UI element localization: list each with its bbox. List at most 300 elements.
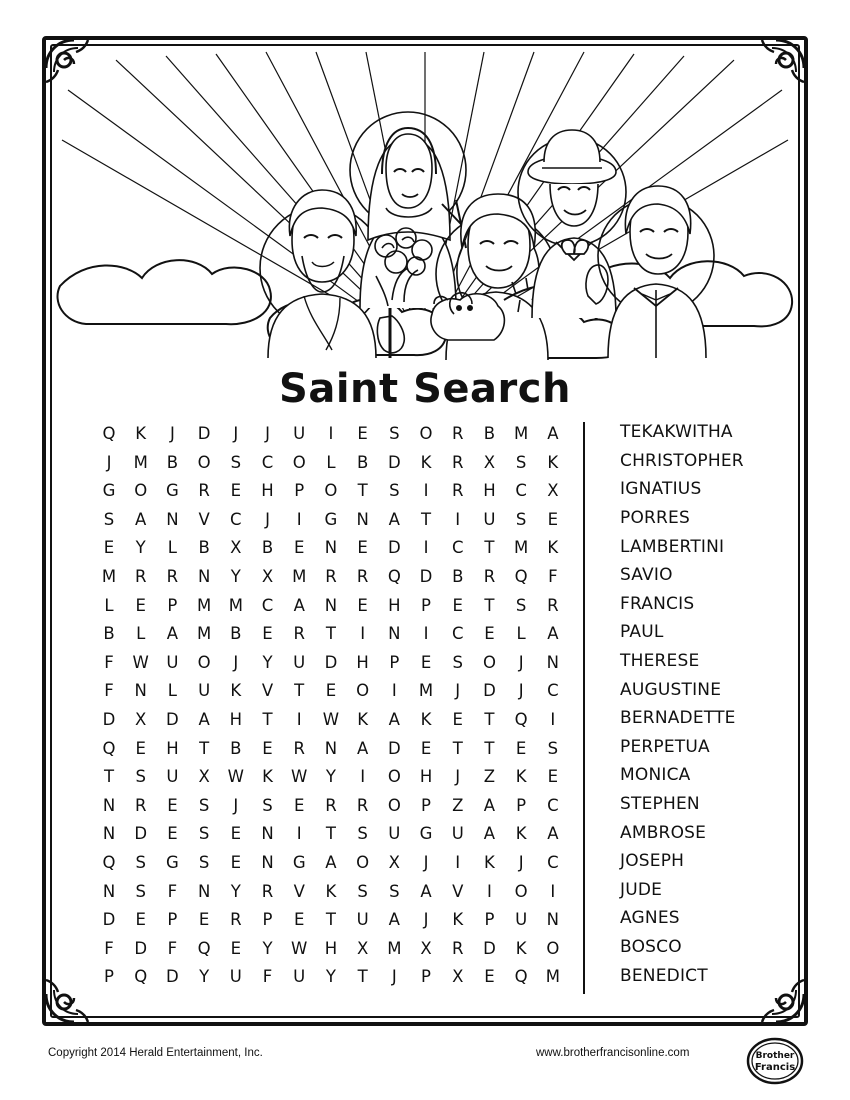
grid-cell[interactable]: B	[356, 452, 369, 472]
grid-cell[interactable]: L	[516, 624, 526, 644]
grid-cell[interactable]: A	[547, 824, 559, 844]
grid-cell[interactable]: X	[483, 452, 496, 472]
grid-cell[interactable]: G	[166, 481, 179, 501]
grid-cell[interactable]: C	[230, 509, 242, 529]
grid-cell[interactable]: K	[262, 767, 273, 787]
grid-cell[interactable]: N	[324, 595, 338, 615]
grid-cell[interactable]: A	[483, 824, 496, 844]
grid-cell[interactable]: I	[328, 424, 334, 444]
grid-cell[interactable]: D	[166, 709, 179, 729]
grid-cell[interactable]: K	[484, 852, 495, 872]
grid-cell[interactable]: N	[324, 738, 338, 758]
grid-cell[interactable]: S	[357, 824, 368, 844]
grid-cell[interactable]: S	[389, 424, 400, 444]
grid-cell[interactable]: J	[518, 681, 524, 701]
grid-cell[interactable]: K	[230, 681, 242, 701]
grid-cell[interactable]: W	[291, 938, 308, 958]
word-list-item[interactable]: BENEDICT	[620, 965, 708, 986]
grid-cell[interactable]: A	[198, 709, 210, 729]
grid-cell[interactable]: S	[135, 881, 146, 901]
grid-cell[interactable]: W	[132, 652, 149, 672]
grid-cell[interactable]: P	[262, 910, 273, 930]
word-list-item[interactable]: JUDE	[620, 879, 663, 900]
word-list-item[interactable]: PERPETUA	[620, 736, 710, 757]
grid-cell[interactable]: N	[261, 824, 274, 844]
grid-cell[interactable]: I	[423, 538, 429, 558]
grid-cell[interactable]: J	[455, 681, 461, 701]
grid-cell[interactable]: Q	[514, 709, 528, 729]
grid-cell[interactable]: D	[324, 652, 338, 672]
grid-cell[interactable]: N	[546, 910, 560, 930]
grid-cell[interactable]: U	[388, 824, 401, 844]
grid-cell[interactable]: R	[134, 795, 147, 815]
grid-cell[interactable]: T	[484, 595, 495, 615]
grid-cell[interactable]: U	[483, 509, 496, 529]
grid-cell[interactable]: J	[265, 509, 270, 529]
grid-cell[interactable]: J	[391, 967, 397, 987]
grid-cell[interactable]: T	[325, 910, 336, 930]
grid-cell[interactable]: R	[261, 881, 274, 901]
grid-cell[interactable]: G	[419, 824, 433, 844]
grid-cell[interactable]: I	[423, 481, 429, 501]
grid-cell[interactable]: Y	[262, 652, 273, 672]
grid-cell[interactable]: M	[196, 624, 212, 644]
grid-cell[interactable]: R	[452, 424, 464, 444]
grid-cell[interactable]: S	[357, 881, 368, 901]
grid-cell[interactable]: V	[293, 881, 305, 901]
grid-cell[interactable]: T	[262, 709, 273, 729]
grid-cell[interactable]: P	[421, 795, 431, 815]
grid-cell[interactable]: K	[515, 824, 527, 844]
grid-cell[interactable]: T	[420, 509, 432, 529]
grid-cell[interactable]: O	[356, 681, 370, 701]
grid-cell[interactable]: F	[167, 938, 178, 958]
grid-cell[interactable]: F	[548, 567, 558, 587]
grid-cell[interactable]: U	[293, 652, 306, 672]
grid-cell[interactable]: H	[229, 709, 243, 729]
word-list-item[interactable]: JOSEPH	[620, 851, 685, 872]
grid-cell[interactable]: A	[135, 509, 147, 529]
grid-cell[interactable]: J	[455, 767, 461, 787]
grid-cell[interactable]: T	[452, 738, 463, 758]
grid-cell[interactable]: H	[324, 938, 338, 958]
grid-cell[interactable]: U	[166, 652, 179, 672]
grid-cell[interactable]: D	[419, 567, 433, 587]
grid-cell[interactable]: E	[294, 538, 305, 558]
grid-cell[interactable]: O	[387, 795, 401, 815]
grid-cell[interactable]: O	[387, 767, 401, 787]
grid-cell[interactable]: E	[230, 824, 242, 844]
grid-cell[interactable]: T	[357, 967, 368, 987]
grid-cell[interactable]: I	[360, 767, 366, 787]
grid-cell[interactable]: F	[167, 881, 178, 901]
word-list-item[interactable]: LAMBERTINI	[620, 536, 725, 557]
grid-cell[interactable]: R	[166, 567, 179, 587]
grid-cell[interactable]: D	[102, 910, 116, 930]
grid-cell[interactable]: E	[547, 509, 559, 529]
grid-cell[interactable]: S	[135, 852, 146, 872]
grid-cell[interactable]: E	[262, 738, 273, 758]
grid-cell[interactable]: B	[103, 624, 115, 644]
grid-cell[interactable]: I	[550, 709, 556, 729]
grid-cell[interactable]: G	[324, 509, 338, 529]
grid-cell[interactable]: B	[166, 452, 179, 472]
grid-cell[interactable]: Q	[514, 967, 528, 987]
word-list-item[interactable]: THERESE	[620, 651, 700, 672]
grid-cell[interactable]: A	[547, 424, 559, 444]
grid-cell[interactable]: N	[261, 852, 274, 872]
grid-cell[interactable]: N	[134, 681, 147, 701]
grid-cell[interactable]: I	[455, 852, 461, 872]
grid-cell[interactable]: X	[261, 567, 274, 587]
grid-cell[interactable]: M	[292, 567, 307, 587]
grid-cell[interactable]: O	[292, 452, 306, 472]
grid-cell[interactable]: P	[389, 652, 400, 672]
grid-cell[interactable]: O	[514, 881, 528, 901]
grid-cell[interactable]: N	[166, 509, 179, 529]
grid-cell[interactable]: X	[452, 967, 464, 987]
grid-cell[interactable]: D	[387, 452, 401, 472]
grid-cell[interactable]: O	[419, 424, 433, 444]
grid-cell[interactable]: S	[103, 509, 115, 529]
grid-cell[interactable]: D	[134, 824, 148, 844]
grid-cell[interactable]: R	[483, 567, 496, 587]
grid-cell[interactable]: M	[514, 424, 529, 444]
word-list-item[interactable]: BERNADETTE	[620, 708, 736, 729]
grid-cell[interactable]: P	[104, 967, 114, 987]
grid-cell[interactable]: D	[483, 681, 496, 701]
grid-cell[interactable]: H	[388, 595, 401, 615]
grid-cell[interactable]: Q	[387, 567, 401, 587]
grid-cell[interactable]: S	[389, 881, 400, 901]
grid-cell[interactable]: N	[546, 652, 560, 672]
grid-cell[interactable]: E	[103, 538, 115, 558]
grid-cell[interactable]: E	[420, 652, 432, 672]
grid-cell[interactable]: E	[484, 624, 495, 644]
grid-cell[interactable]: Y	[325, 767, 336, 787]
grid-cell[interactable]: J	[233, 424, 239, 444]
grid-cell[interactable]: R	[293, 624, 305, 644]
grid-cell[interactable]: E	[262, 624, 273, 644]
grid-cell[interactable]: T	[484, 538, 495, 558]
grid-cell[interactable]: E	[547, 767, 559, 787]
grid-cell[interactable]: Q	[102, 424, 116, 444]
grid-cell[interactable]: R	[452, 452, 464, 472]
grid-cell[interactable]: N	[356, 509, 369, 529]
grid-cell[interactable]: O	[546, 938, 560, 958]
grid-cell[interactable]: S	[389, 481, 400, 501]
grid-cell[interactable]: W	[227, 767, 244, 787]
grid-cell[interactable]: B	[483, 424, 496, 444]
grid-cell[interactable]: R	[325, 795, 337, 815]
grid-cell[interactable]: I	[423, 624, 429, 644]
grid-cell[interactable]: J	[423, 910, 429, 930]
grid-cell[interactable]: J	[265, 424, 270, 444]
grid-cell[interactable]: T	[199, 738, 210, 758]
grid-cell[interactable]: R	[198, 481, 210, 501]
grid-cell[interactable]: E	[135, 738, 146, 758]
grid-cell[interactable]: P	[167, 595, 178, 615]
grid-cell[interactable]: C	[547, 795, 559, 815]
grid-cell[interactable]: D	[387, 538, 401, 558]
grid-cell[interactable]: D	[483, 938, 496, 958]
grid-cell[interactable]: D	[134, 938, 148, 958]
grid-cell[interactable]: Z	[483, 767, 496, 787]
grid-cell[interactable]: O	[356, 852, 370, 872]
grid-cell[interactable]: P	[421, 967, 431, 987]
grid-cell[interactable]: E	[198, 910, 210, 930]
grid-cell[interactable]: F	[104, 681, 114, 701]
grid-cell[interactable]: L	[167, 538, 177, 558]
grid-cell[interactable]: T	[294, 681, 305, 701]
grid-cell[interactable]: N	[197, 567, 211, 587]
word-list-item[interactable]: BOSCO	[620, 936, 682, 957]
grid-cell[interactable]: R	[452, 481, 464, 501]
grid-cell[interactable]: S	[547, 738, 559, 758]
grid-cell[interactable]: I	[296, 709, 302, 729]
grid-cell[interactable]: A	[483, 795, 496, 815]
grid-cell[interactable]: J	[518, 652, 524, 672]
grid-cell[interactable]: V	[452, 881, 464, 901]
grid-cell[interactable]: I	[296, 509, 302, 529]
grid-cell[interactable]: Y	[199, 967, 210, 987]
grid-cell[interactable]: I	[391, 681, 397, 701]
grid-cell[interactable]: E	[294, 910, 305, 930]
grid-cell[interactable]: S	[452, 652, 463, 672]
grid-cell[interactable]: A	[547, 624, 559, 644]
grid-cell[interactable]: U	[198, 681, 211, 701]
grid-cell[interactable]: U	[229, 967, 242, 987]
grid-cell[interactable]: A	[356, 738, 369, 758]
grid-cell[interactable]: D	[387, 738, 401, 758]
grid-cell[interactable]: U	[293, 967, 306, 987]
grid-cell[interactable]: B	[452, 567, 464, 587]
grid-cell[interactable]: Y	[262, 938, 273, 958]
grid-cell[interactable]: E	[135, 910, 146, 930]
grid-cell[interactable]: L	[326, 452, 336, 472]
grid-cell[interactable]: M	[133, 452, 148, 472]
grid-cell[interactable]: K	[515, 938, 527, 958]
grid-cell[interactable]: E	[357, 595, 368, 615]
grid-cell[interactable]: F	[262, 967, 273, 987]
grid-cell[interactable]: N	[324, 538, 338, 558]
grid-cell[interactable]: C	[451, 624, 464, 644]
grid-cell[interactable]: E	[294, 795, 305, 815]
grid-cell[interactable]: A	[420, 881, 432, 901]
grid-cell[interactable]: R	[134, 567, 147, 587]
grid-cell[interactable]: U	[166, 767, 179, 787]
grid-cell[interactable]: N	[388, 624, 401, 644]
grid-cell[interactable]: X	[356, 938, 369, 958]
grid-cell[interactable]: N	[102, 795, 116, 815]
grid-cell[interactable]: T	[484, 709, 495, 729]
grid-cell[interactable]: E	[484, 967, 495, 987]
grid-cell[interactable]: V	[198, 509, 210, 529]
grid-cell[interactable]: P	[167, 910, 178, 930]
grid-cell[interactable]: I	[550, 881, 556, 901]
grid-cell[interactable]: R	[547, 595, 559, 615]
grid-cell[interactable]: S	[198, 824, 210, 844]
word-list-item[interactable]: CHRISTOPHER	[620, 450, 744, 471]
grid-cell[interactable]: B	[230, 624, 242, 644]
grid-cell[interactable]: P	[516, 795, 527, 815]
grid-cell[interactable]: S	[515, 509, 527, 529]
grid-cell[interactable]: E	[452, 709, 463, 729]
grid-cell[interactable]: F	[104, 652, 114, 672]
grid-cell[interactable]: R	[293, 738, 305, 758]
grid-cell[interactable]: O	[134, 481, 148, 501]
grid-cell[interactable]: P	[484, 910, 495, 930]
grid-cell[interactable]: E	[357, 424, 368, 444]
grid-cell[interactable]: D	[197, 424, 211, 444]
grid-cell[interactable]: N	[197, 881, 211, 901]
grid-cell[interactable]: X	[388, 852, 400, 872]
grid-cell[interactable]: E	[230, 481, 242, 501]
word-list-item[interactable]: IGNATIUS	[620, 479, 702, 500]
grid-cell[interactable]: K	[547, 538, 559, 558]
grid-cell[interactable]: Y	[325, 967, 336, 987]
grid-cell[interactable]: E	[230, 938, 242, 958]
grid-cell[interactable]: E	[325, 681, 337, 701]
grid-cell[interactable]: S	[135, 767, 146, 787]
grid-cell[interactable]: C	[261, 595, 274, 615]
word-list-item[interactable]: MONICA	[620, 765, 691, 786]
grid-cell[interactable]: Y	[230, 881, 241, 901]
grid-cell[interactable]: J	[106, 452, 112, 472]
grid-cell[interactable]: L	[136, 624, 146, 644]
grid-cell[interactable]: T	[357, 481, 368, 501]
grid-cell[interactable]: A	[388, 910, 400, 930]
grid-cell[interactable]: A	[325, 852, 337, 872]
grid-cell[interactable]: Q	[134, 967, 148, 987]
grid-cell[interactable]: E	[515, 738, 527, 758]
grid-cell[interactable]: R	[356, 795, 369, 815]
word-list-item[interactable]: SAVIO	[620, 565, 673, 586]
grid-cell[interactable]: E	[357, 538, 368, 558]
word-list-item[interactable]: AUGUSTINE	[620, 679, 722, 700]
grid-cell[interactable]: A	[388, 509, 400, 529]
grid-cell[interactable]: T	[325, 824, 336, 844]
grid-cell[interactable]: H	[166, 738, 179, 758]
grid-cell[interactable]: C	[515, 481, 527, 501]
grid-cell[interactable]: N	[102, 881, 116, 901]
grid-cell[interactable]: S	[515, 595, 527, 615]
grid-cell[interactable]: B	[198, 538, 210, 558]
grid-cell[interactable]: J	[233, 652, 239, 672]
grid-cell[interactable]: P	[294, 481, 305, 501]
grid-cell[interactable]: D	[166, 967, 179, 987]
grid-cell[interactable]: C	[451, 538, 464, 558]
grid-cell[interactable]: R	[452, 938, 464, 958]
grid-cell[interactable]: Q	[102, 738, 116, 758]
grid-cell[interactable]: X	[420, 938, 432, 958]
grid-cell[interactable]: J	[233, 795, 239, 815]
grid-cell[interactable]: K	[357, 709, 369, 729]
grid-cell[interactable]: A	[166, 624, 179, 644]
grid-cell[interactable]: K	[452, 910, 464, 930]
grid-cell[interactable]: Q	[197, 938, 211, 958]
grid-cell[interactable]: H	[356, 652, 369, 672]
grid-cell[interactable]: X	[547, 481, 559, 501]
grid-cell[interactable]: J	[518, 852, 524, 872]
grid-cell[interactable]: K	[420, 452, 432, 472]
grid-cell[interactable]: U	[451, 824, 464, 844]
grid-cell[interactable]: J	[169, 424, 175, 444]
grid-cell[interactable]: E	[420, 738, 432, 758]
website-url[interactable]: www.brotherfrancisonline.com	[536, 1047, 690, 1059]
grid-cell[interactable]: E	[167, 824, 178, 844]
word-list-item[interactable]: FRANCIS	[620, 593, 695, 614]
grid-cell[interactable]: L	[167, 681, 177, 701]
grid-cell[interactable]: R	[230, 910, 242, 930]
grid-cell[interactable]: S	[230, 452, 242, 472]
grid-cell[interactable]: T	[103, 767, 115, 787]
grid-cell[interactable]: L	[104, 595, 114, 615]
grid-cell[interactable]: M	[101, 567, 117, 587]
grid-cell[interactable]: Y	[135, 538, 146, 558]
grid-cell[interactable]: M	[387, 938, 402, 958]
word-list-item[interactable]: PAUL	[620, 622, 664, 643]
grid-cell[interactable]: A	[388, 709, 400, 729]
grid-cell[interactable]: S	[198, 795, 210, 815]
grid-cell[interactable]: Z	[452, 795, 464, 815]
word-list-item[interactable]: AMBROSE	[620, 822, 707, 843]
grid-cell[interactable]: C	[261, 452, 274, 472]
grid-cell[interactable]: W	[291, 767, 308, 787]
grid-cell[interactable]: T	[484, 738, 495, 758]
grid-cell[interactable]: P	[421, 595, 431, 615]
grid-cell[interactable]: Q	[514, 567, 528, 587]
grid-cell[interactable]: O	[197, 652, 211, 672]
grid-cell[interactable]: T	[325, 624, 336, 644]
word-list-item[interactable]: STEPHEN	[620, 794, 700, 815]
grid-cell[interactable]: X	[230, 538, 242, 558]
grid-cell[interactable]: M	[545, 967, 560, 987]
grid-cell[interactable]: H	[419, 767, 433, 787]
word-list-item[interactable]: AGNES	[620, 908, 680, 929]
grid-cell[interactable]: B	[261, 538, 274, 558]
grid-cell[interactable]: X	[198, 767, 210, 787]
grid-cell[interactable]: D	[102, 709, 116, 729]
grid-cell[interactable]: O	[197, 452, 211, 472]
grid-cell[interactable]: W	[322, 709, 340, 729]
grid-cell[interactable]: C	[547, 681, 559, 701]
grid-cell[interactable]: U	[515, 910, 528, 930]
grid-cell[interactable]: I	[296, 824, 302, 844]
grid-cell[interactable]: B	[230, 738, 242, 758]
grid-cell[interactable]: G	[166, 852, 179, 872]
grid-cell[interactable]: S	[515, 452, 527, 472]
grid-cell[interactable]: F	[104, 938, 114, 958]
word-list-item[interactable]: TEKAKWITHA	[620, 422, 733, 443]
grid-cell[interactable]: U	[293, 424, 306, 444]
grid-cell[interactable]: M	[196, 595, 212, 615]
grid-cell[interactable]: E	[452, 595, 463, 615]
grid-cell[interactable]: K	[325, 881, 337, 901]
grid-cell[interactable]: I	[455, 509, 461, 529]
grid-cell[interactable]: G	[292, 852, 306, 872]
grid-cell[interactable]: N	[102, 824, 116, 844]
grid-cell[interactable]: E	[167, 795, 178, 815]
grid-cell[interactable]: M	[228, 595, 243, 615]
grid-cell[interactable]: O	[324, 481, 338, 501]
grid-cell[interactable]: H	[261, 481, 274, 501]
grid-cell[interactable]: M	[514, 538, 529, 558]
grid-cell[interactable]: C	[547, 852, 559, 872]
grid-cell[interactable]: M	[418, 681, 434, 701]
grid-cell[interactable]: R	[325, 567, 337, 587]
grid-cell[interactable]: Q	[102, 852, 116, 872]
